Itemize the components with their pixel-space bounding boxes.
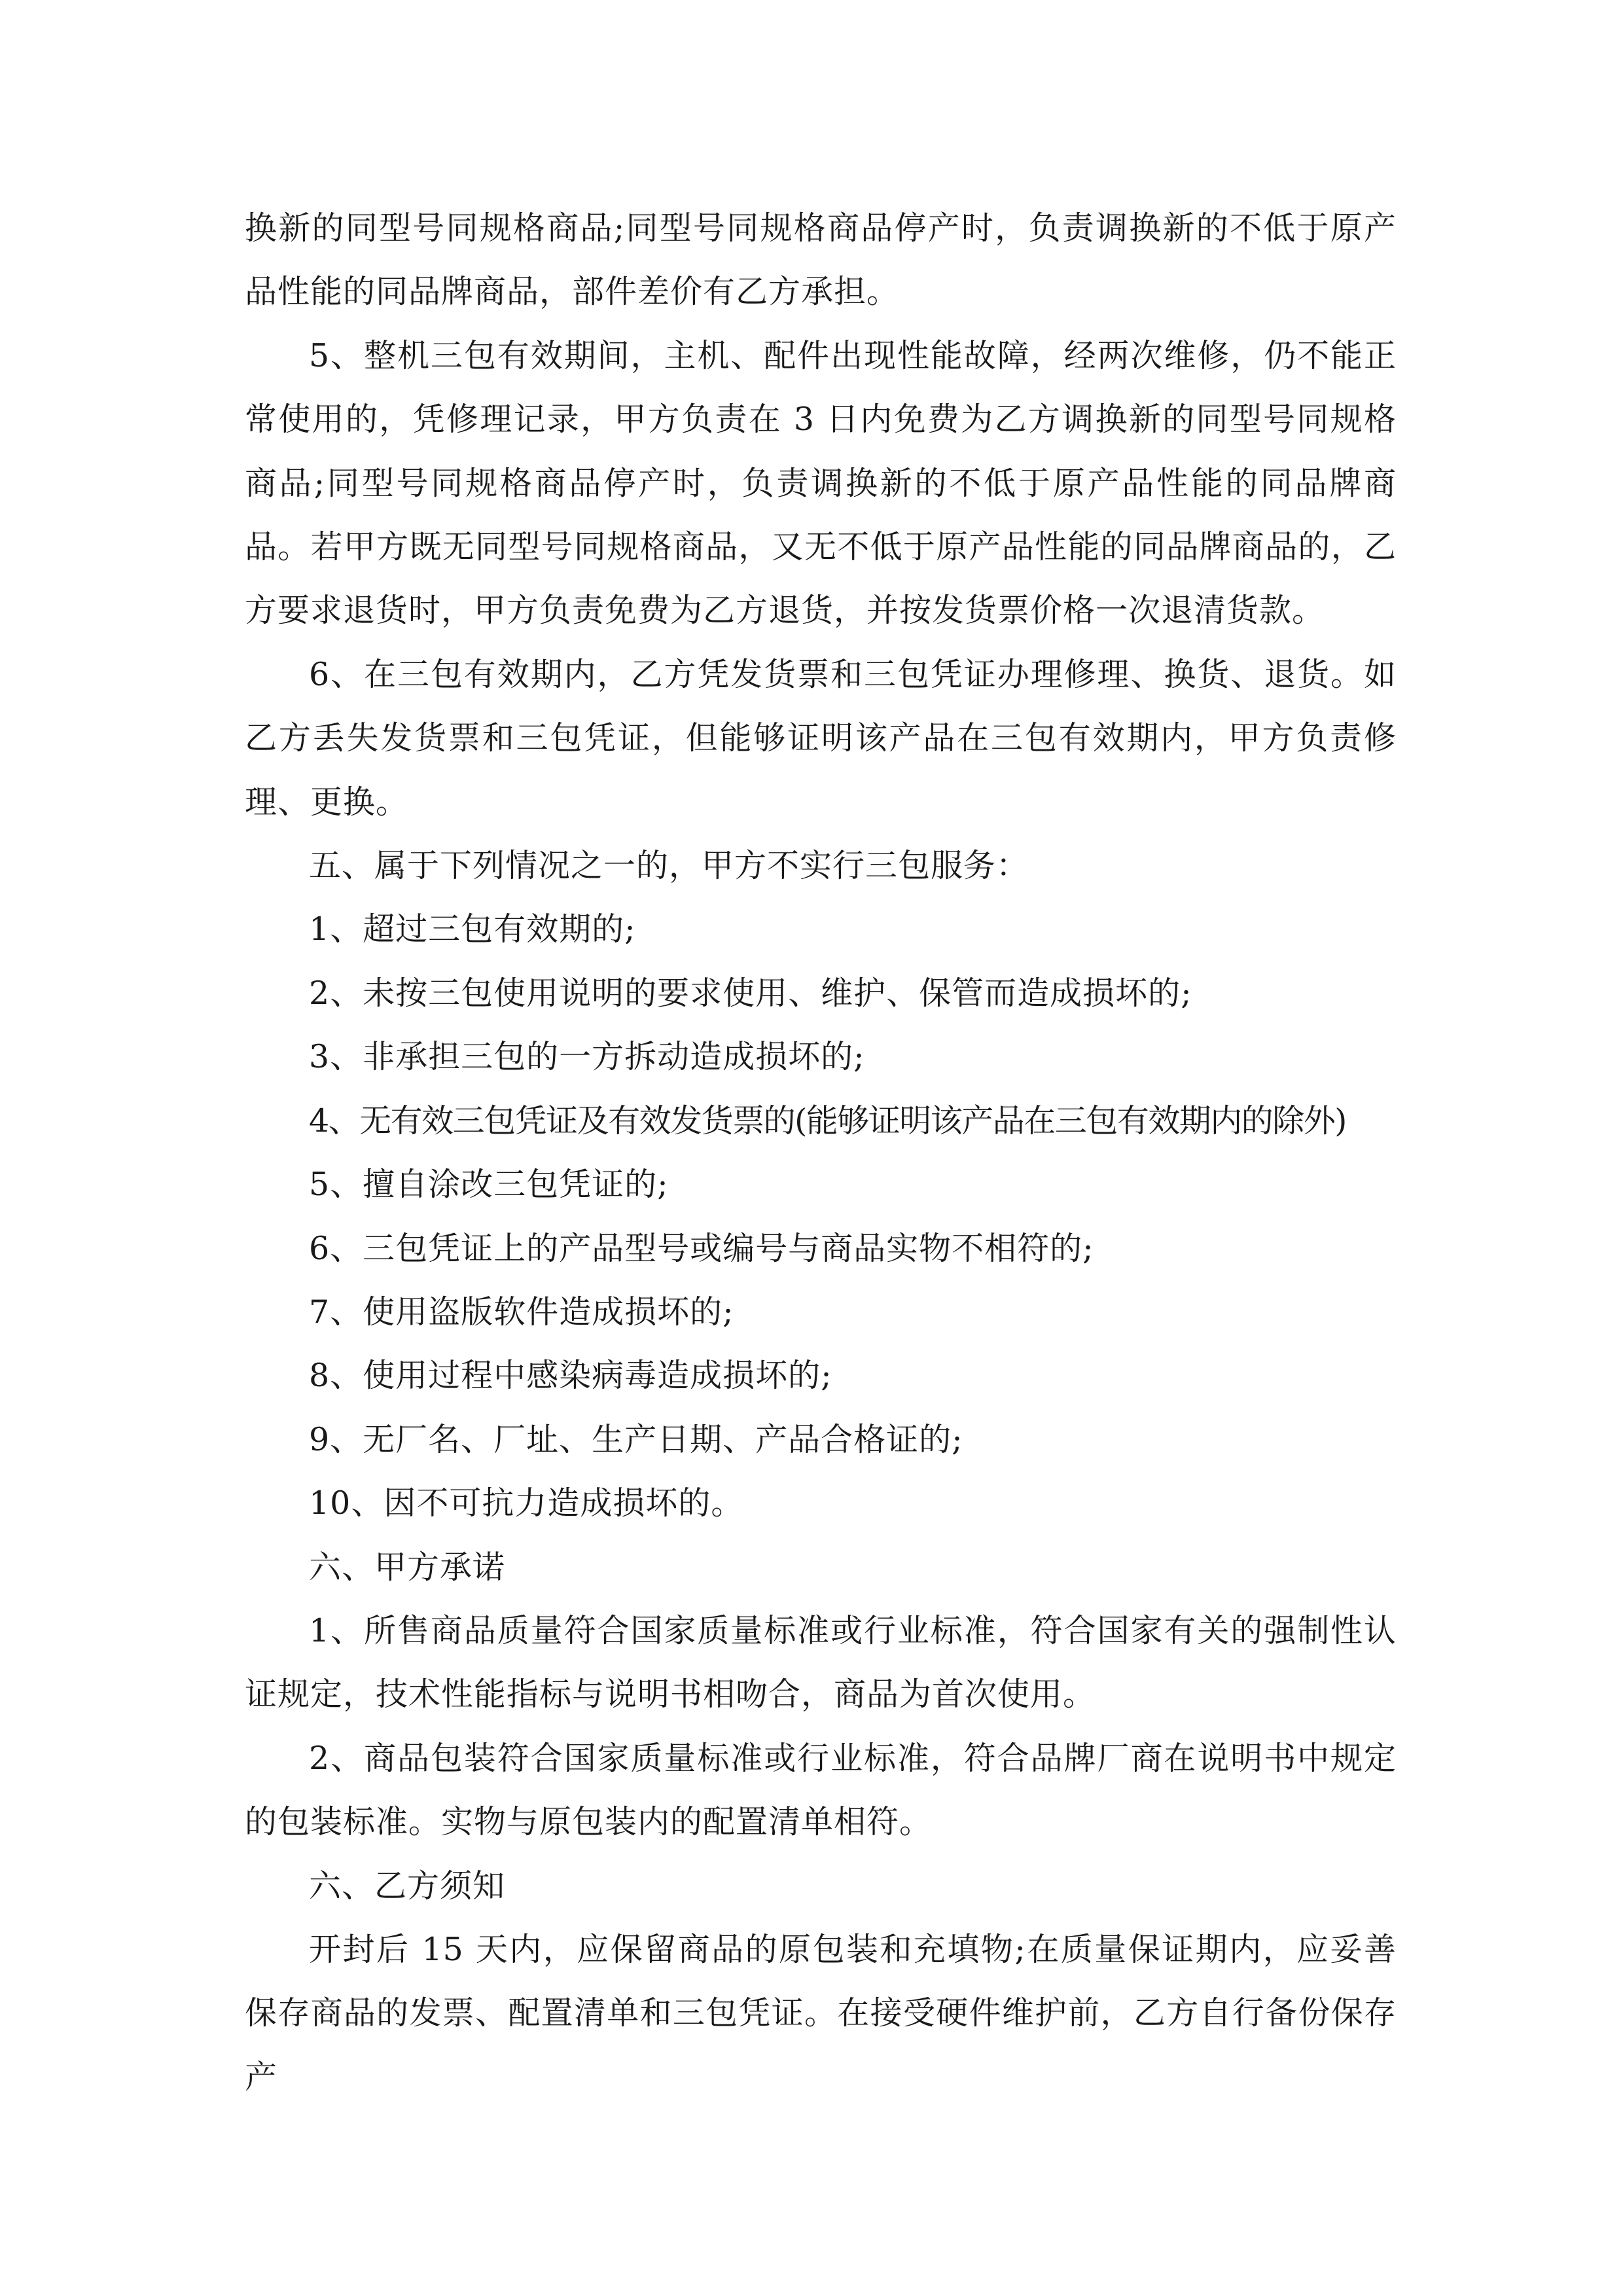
paragraph-clause-6: 6、在三包有效期内，乙方凭发货票和三包凭证办理修理、换货、退货。如乙方丢失发货票和三包凭证，但能够证明该产品在三包有效期内，甲方负责修理、更换。 (245, 655, 1397, 821)
paragraph-party-b-notice: 开封后 15 天内，应保留商品的原包装和充填物;在质量保证期内，应妥善保存商品的发票、配置清单和三包凭证。在接受硬件维护前，乙方自行备份保存产 (245, 1930, 1397, 2096)
list-item-exclusion-7: 7、使用盗版软件造成损坏的; (309, 1293, 734, 1331)
list-item-exclusion-9: 9、无厂名、厂址、生产日期、产品合格证的; (309, 1420, 963, 1458)
section-heading-party-b-notice: 六、乙方须知 (309, 1867, 506, 1905)
section-heading-exclusions: 五、属于下列情况之一的，甲方不实行三包服务： (309, 847, 1029, 885)
paragraph-commitment-2: 2、商品包装符合国家质量标准或行业标准，符合品牌厂商在说明书中规定的包装标准。实物与原包装内的配置清单相符。 (245, 1739, 1397, 1841)
list-item-exclusion-5: 5、擅自涂改三包凭证的; (309, 1166, 669, 1204)
paragraph-exchange-continuation: 换新的同型号同规格商品;同型号同规格商品停产时，负责调换新的不低于原产品性能的同品牌商品，部件差价有乙方承担。 (245, 209, 1397, 311)
list-item-exclusion-8: 8、使用过程中感染病毒造成损坏的; (309, 1357, 832, 1395)
section-heading-party-a-commitment: 六、甲方承诺 (309, 1548, 506, 1586)
list-item-exclusion-10: 10、因不可抗力造成损坏的。 (309, 1484, 744, 1522)
paragraph-commitment-1: 1、所售商品质量符合国家质量标准或行业标准，符合国家有关的强制性认证规定，技术性能指标与说明书相吻合，商品为首次使用。 (245, 1611, 1397, 1713)
document-body (245, 196, 1397, 2109)
list-item-exclusion-6: 6、三包凭证上的产品型号或编号与商品实物不相符的; (309, 1229, 1094, 1267)
list-item-exclusion-4: 4、无有效三包凭证及有效发货票的(能够证明该产品在三包有效期内的除外) (309, 1102, 1346, 1139)
list-item-exclusion-3: 3、非承担三包的一方拆动造成损坏的; (309, 1038, 865, 1076)
list-item-exclusion-2: 2、未按三包使用说明的要求使用、维护、保管而造成损坏的; (309, 974, 1192, 1012)
list-item-exclusion-1: 1、超过三包有效期的; (309, 910, 636, 948)
paragraph-clause-5: 5、整机三包有效期间，主机、配件出现性能故障，经两次维修，仍不能正常使用的，凭修理记录，甲方负责在 3 日内免费为乙方调换新的同型号同规格商品;同型号同规格商品停产时，负责调换新的不低于原产品性能的同品牌商品。若甲方既无同型号同规格商品，又无不低于原产品性能的同品牌商品的，乙方要求退货时，甲方负责免费为乙方退货，并按发货票价格一次退清货款。 (245, 336, 1397, 630)
